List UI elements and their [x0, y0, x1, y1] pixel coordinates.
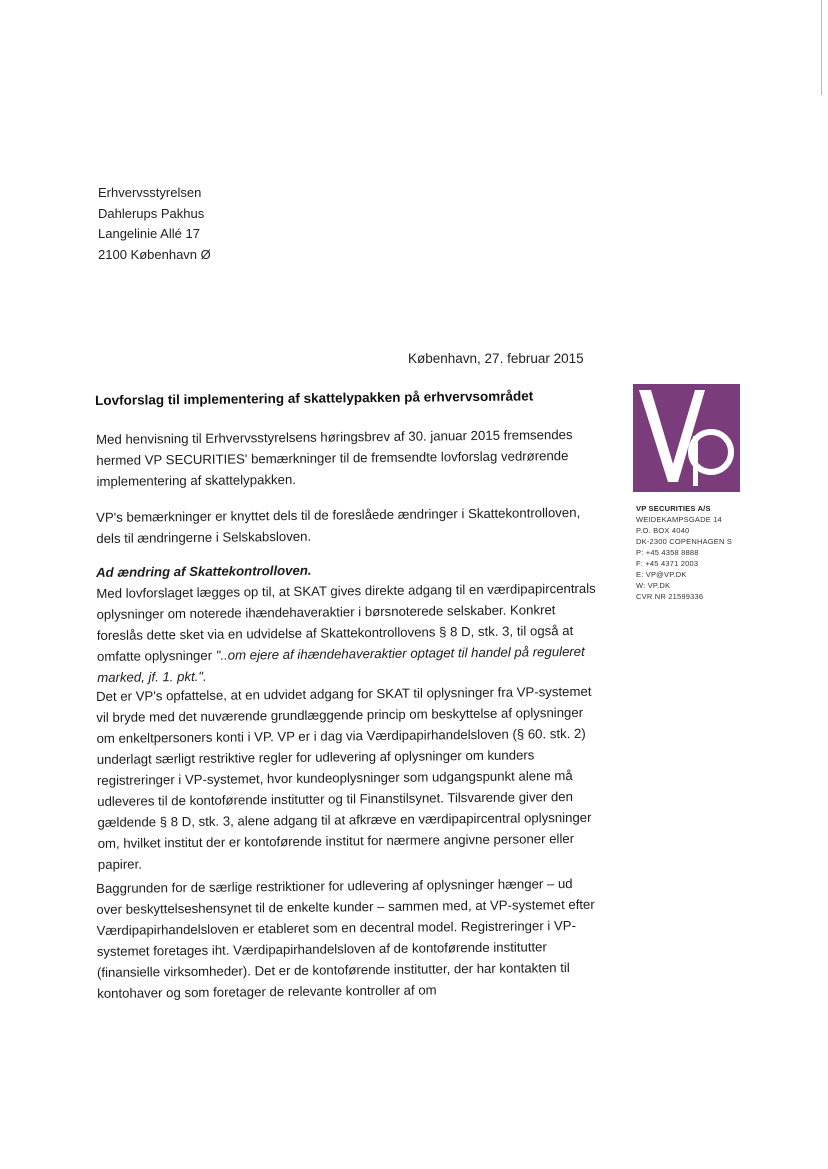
- company-contact-block: [636, 503, 732, 602]
- page-edge-line: [821, 0, 822, 95]
- paragraph-skattekontrol-text: [96, 578, 597, 688]
- letter-subject: Lovforslag til implementering af skattelypakken på erhvervsområdet: [95, 388, 534, 408]
- paragraph-vp-opinion: [96, 681, 598, 875]
- paragraph-intro-text: Med henvisning til Erhvervsstyrelsens høringsbrev af 30. januar 2015 fremsendes hermed VP SECURITIES' bemærkninger til de fremsendte lovforslag vedrørende implementering af skattelypakken.: [96, 427, 573, 489]
- recipient-road: Langelinie Allé 17: [98, 226, 200, 241]
- company-street: WEIDEKAMPSGADE 14: [636, 515, 722, 524]
- company-pobox: P.O. BOX 4040: [636, 526, 690, 535]
- paragraph-background-text: Baggrunden for de særlige restriktioner for udlevering af oplysninger hænger – ud over beskyttelseshensynet til de enkelte kunder – sammen med, at VP-systemet efter Værdipapirhandelsloven er etableret som en decentral model. Registreringer i VP-systemet foretages iht. Værdipapirhandelsloven af de kontoførende institutter (finansielle virksomheder). Det er de kontoførende institutter, der har kontakten til kontohaver og som foretager de relevante kontroller af om: [96, 876, 595, 1001]
- company-phone: P: +45 4358 8888: [636, 548, 699, 557]
- paragraph-background: [96, 873, 597, 1004]
- company-city: DK-2300 COPENHAGEN S: [636, 537, 733, 546]
- vp-logo: [633, 384, 740, 492]
- recipient-address: [98, 183, 211, 265]
- paragraph-remarks-text: VP's bemærkninger er knyttet dels til de foreslåede ændringer i Skattekontrolloven, dels til ændringerne i Selskabsloven.: [96, 504, 581, 546]
- recipient-name: Erhvervsstyrelsen: [98, 185, 202, 200]
- letter-date: København, 27. februar 2015: [408, 351, 584, 366]
- company-name: VP SECURITIES A/S: [636, 504, 711, 513]
- company-email: E: VP@VP.DK: [636, 570, 687, 579]
- company-web: W: VP.DK: [636, 581, 671, 590]
- company-fax: F: +45 4371 2003: [636, 559, 699, 568]
- paragraph-skattekontrol: [96, 557, 597, 688]
- paragraph-vp-opinion-text: Det er VP's opfattelse, at en udvidet adgang for SKAT til oplysninger fra VP-systemet vil bryde med det nuværende grundlæggende princip om beskyttelse af oplysninger om enkeltpersoners konti i VP. VP er i dag via Værdipapirhandelsloven (§ 60. stk. 2) underlagt særligt restriktive regler for udlevering af oplysninger om kunders registreringer i VP-systemet, hvor kundeoplysninger som udgangspunkt alene må udleveres til de kontoførende institutter og til Finanstilsynet. Tilsvarende giver den gældende § 8 D, stk. 3, alene adgang til at afkræve en værdipapircentral oplysninger om, hvilket institut der er kontoførende institut for nærmere angivne personer eller papirer.: [96, 683, 592, 872]
- company-cvr: CVR NR 21599336: [636, 592, 704, 601]
- paragraph-intro: [96, 424, 597, 492]
- recipient-city: 2100 København Ø: [98, 246, 211, 262]
- paragraph-remarks: [96, 502, 596, 549]
- section-heading: Ad ændring af Skattekontrolloven.: [96, 562, 312, 580]
- recipient-street: Dahlerups Pakhus: [98, 205, 205, 221]
- paragraph-skattekontrol-quote: "..om ejere af ihændehaveraktier optaget til handel på reguleret marked, jf. 1. pkt.".: [97, 643, 585, 685]
- paragraph-skattekontrol-body: Med lovforslaget lægges op til, at SKAT gives direkte adgang til en værdipapircentrals oplysninger om noterede ihændehaveraktier i børsnoterede selskaber. Konkret foreslås dette sket via en udvidelse af Skattekontrollovens § 8 D, stk. 3, til også at omfatte oplysninger: [96, 580, 596, 664]
